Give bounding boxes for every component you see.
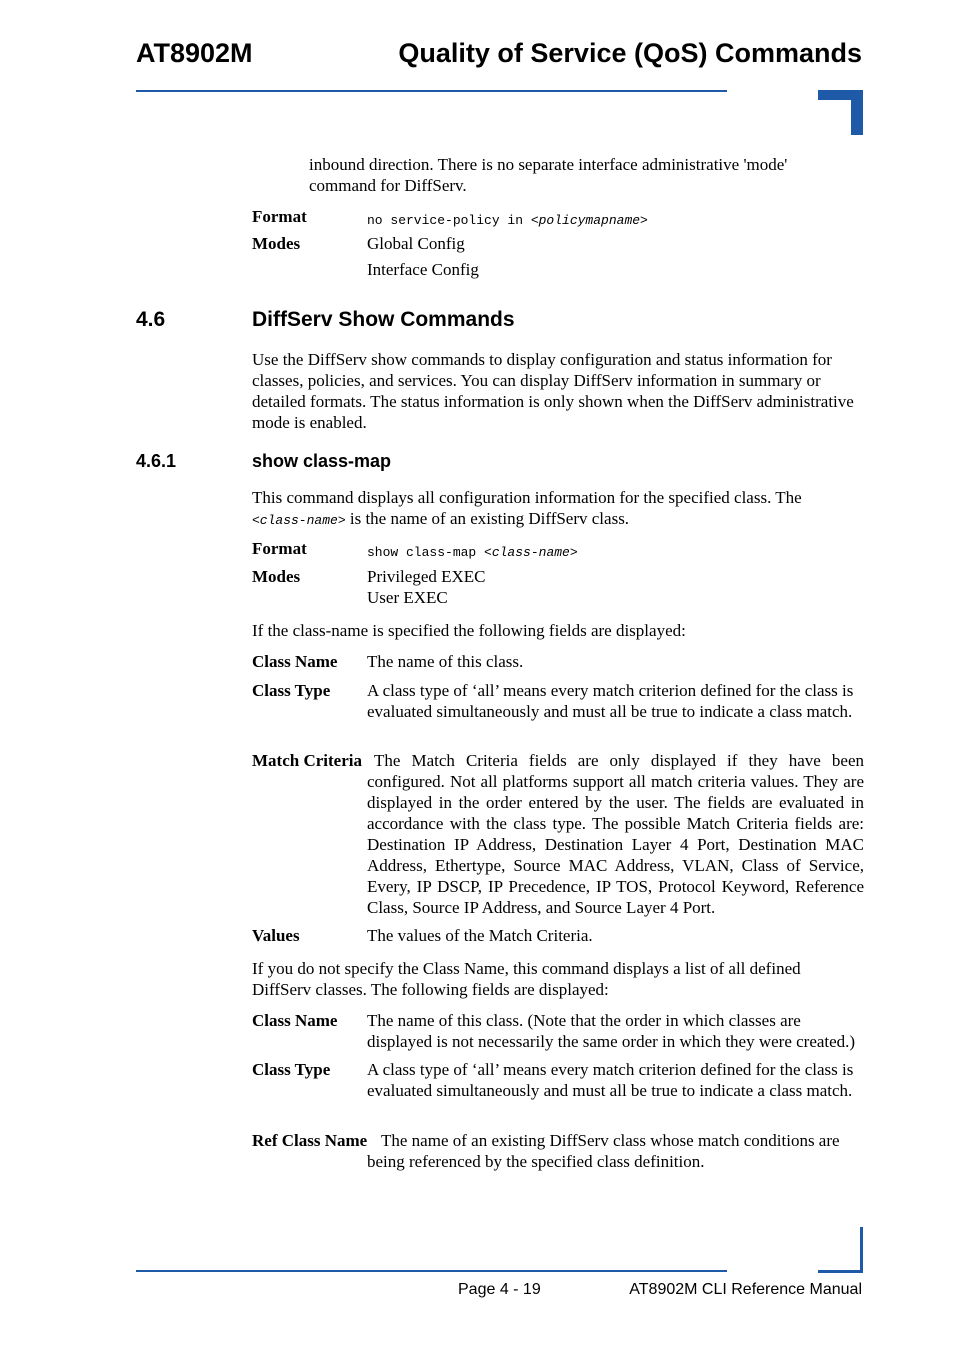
header-chapter-title: Quality of Service (QoS) Commands — [398, 38, 862, 68]
subsection-text-start: This command displays all configuration information for the specified class. The — [252, 488, 802, 507]
field-description: A class type of ‘all’ means every match criterion defined for the class is evaluated simultaneously and must all be true to indicate a class match. — [367, 1060, 854, 1100]
field-description: A class type of ‘all’ means every match criterion defined for the class is evaluated simultaneously and must all be true to indicate a class match. — [367, 681, 854, 721]
format-syntax — [367, 540, 863, 563]
subsection-argument: <class-name> — [252, 513, 346, 528]
header-corner-mark-vertical — [851, 90, 863, 135]
format-syntax — [367, 208, 863, 231]
field-label: Class Type — [252, 681, 331, 700]
intro-paragraph — [309, 154, 849, 196]
field-description: The name of this class. (Note that the order in which classes are displayed is not necessarily the same order in which they were created.) — [367, 1011, 856, 1051]
manual-title: AT8902M CLI Reference Manual — [629, 1281, 862, 1298]
field-label: Class Type — [252, 1060, 331, 1079]
intro-line-2: command for DiffServ. — [309, 176, 467, 195]
footer-rule — [136, 1270, 727, 1272]
subsection-text-end: is the name of an existing DiffServ class. — [345, 509, 630, 528]
fields-intro: If you do not specify the Class Name, this command displays a list of all defined DiffServ classes. The following fields are displayed: — [252, 959, 801, 999]
field-label: Class Name — [252, 1011, 338, 1030]
modes-label: Modes — [252, 567, 301, 586]
subsection-paragraph — [252, 487, 864, 531]
field-description: The name of this class. — [367, 652, 524, 671]
modes-label: Modes — [252, 234, 301, 253]
subsection-number: 4.6.1 — [136, 451, 177, 471]
subsection-title: show class-map — [252, 451, 392, 471]
section-paragraph: Use the DiffServ show commands to display configuration and status information for classes, policies, and services. You can display DiffServ information in summary or detailed formats. The status information is only shown when the DiffServ administrative mode is enabled. — [252, 350, 854, 432]
format-argument: <class-name> — [484, 545, 578, 560]
format-label: Format — [252, 207, 307, 226]
field-label: Values — [252, 926, 300, 945]
field-label: Ref Class Name — [252, 1131, 368, 1150]
mode-item: Global Config — [367, 234, 465, 253]
mode-item: User EXEC — [367, 588, 448, 607]
format-command: show class-map — [367, 545, 485, 560]
fields-intro: If the class-name is specified the following fields are displayed: — [252, 621, 686, 640]
format-argument: <policymapname> — [530, 213, 648, 228]
field-label: Match Criteria — [252, 751, 362, 770]
mode-item: Privileged EXEC — [367, 567, 486, 586]
format-command: no service-policy in — [367, 213, 531, 228]
section-title: DiffServ Show Commands — [252, 308, 515, 331]
intro-line-1: inbound direction. There is no separate interface administrative 'mode' — [309, 155, 788, 174]
field-description: The name of an existing DiffServ class whose match conditions are being referenced by the specified class definition. — [367, 1131, 840, 1171]
page-number: Page 4 - 19 — [458, 1281, 541, 1298]
footer-corner-mark — [818, 1270, 863, 1273]
section-number: 4.6 — [136, 308, 166, 331]
field-label: Class Name — [252, 652, 338, 671]
header-product: AT8902M — [136, 38, 253, 68]
mode-item: Interface Config — [367, 260, 479, 279]
field-description: The Match Criteria fields are only displayed if they have been configured. Not all platforms support all match criteria values. They are displayed in the order entered by the user. The fields are evaluated in accordance with the class type. The possible Match Criteria fields are: Destination IP Address, Destination Layer 4 Port, Destination MAC Address, Ethertype, Source MAC Address, VLAN, Class of Service, Every, IP DSCP, IP Precedence, IP TOS, Protocol Keyword, Reference Class, Source IP Address, and Source Layer 4 Port. — [367, 751, 864, 917]
header-rule — [136, 90, 727, 92]
field-description: The values of the Match Criteria. — [367, 926, 593, 945]
format-label: Format — [252, 539, 307, 558]
footer-corner-mark-vertical — [860, 1227, 863, 1273]
